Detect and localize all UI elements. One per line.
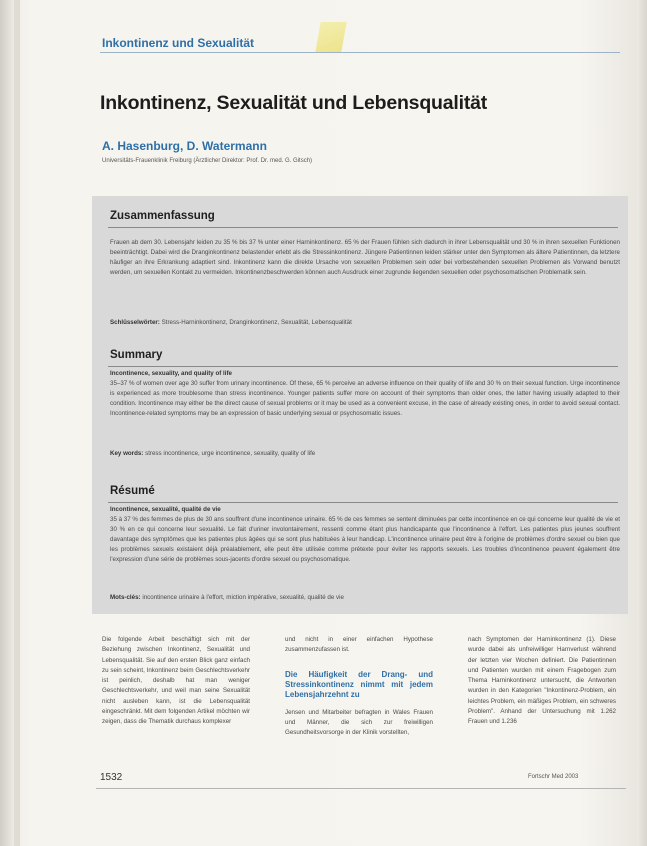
summary-subtitle: Incontinence, sexuality, and quality of life xyxy=(110,370,232,377)
article-authors: A. Hasenburg, D. Watermann xyxy=(102,139,267,153)
resume-rule xyxy=(108,502,618,503)
highlighter-mark xyxy=(315,22,346,52)
body-column-1: Die folgende Arbeit beschäftigt sich mit der Beziehung zwischen Inkontinenz, Sexualität und Lebensqualität. Sie auf den ersten Blick ganz einfach zu sein scheint, Inkontinenz beim Geschlechtsverkehr ist peinlich, deshalb hat man weniger Geschlechtsverkehr, und weil man seine Sexualität nicht ausleben kann, ist die Lebensqualität eingeschränkt. Mit dem folgenden Artikel möchten wir zeigen, dass die Thematik durchaus komplexer xyxy=(102,636,250,726)
body-column-3: nach Symptomen der Harninkontinenz (1). Diese wurde dabei als unfreiwilliger Harnverlust während der letzten vier Wochen definiert. Die Patientinnen und Patienten wurden mit einem Fragebogen zum Thema Harninkontinenz untersucht, die Antworten wurden in den Kategorien "Inkontinenz-Problem, ein leichtes Problem, ein mäßiges Problem, ein schweres Problem". Anhand der Untersuchung mit 1.262 Frauen und 1.236 xyxy=(468,636,616,726)
col2-heading: Die Häufigkeit der Drang- und Stressinkontinenz nimmt mit jedem Lebensjahrzehnt zu xyxy=(285,669,433,699)
keywords-label: Schlüsselwörter: xyxy=(110,319,160,326)
summary-rule xyxy=(108,366,618,367)
zusammenfassung-title: Zusammenfassung xyxy=(110,210,215,222)
keywords-value: incontinence urinaire à l'effort, miction impérative, sexualité, qualité de vie xyxy=(142,594,344,601)
summary-text: 35–37 % of women over age 30 suffer from urinary incontinence. Of these, 65 % perceive an adverse influence on their quality of life and 30 % on their sexual function. Urge incontinence is experienced as more troublesome than stress incontinence. Younger patients suffer more on account of their symptoms than older ones, the latter having usually adapted to their condition. Incontinence may either be the direct cause of sexual problems or it may be used as a convenient excuse, in the case of already existing ones, in order to avoid sexual contact. Incontinence-related symptoms may be an expression of basic underlying sexual or psychosomatic issues. xyxy=(110,380,620,418)
summary-block xyxy=(110,369,620,419)
resume-subtitle: Incontinence, sexualité, qualité de vie xyxy=(110,506,221,513)
author-affiliation: Universitäts-Frauenklinik Freiburg (Ärztlicher Direktor: Prof. Dr. med. G. Gitsch) xyxy=(102,158,313,164)
header-rule xyxy=(100,52,620,53)
col2-intro: und nicht in einer einfachen Hypothese zusammenzufassen ist. xyxy=(285,636,433,654)
body-column-2 xyxy=(285,635,433,738)
gutter-shadow xyxy=(14,0,20,846)
footer-rule xyxy=(96,788,626,789)
page-spine xyxy=(0,0,14,846)
keywords-label: Key words: xyxy=(110,450,144,457)
keywords-label: Mots-clés: xyxy=(110,594,141,601)
resume-text: 35 à 37 % des femmes de plus de 30 ans souffrent d'une incontinence urinaire. 65 % de ces femmes se sentent diminuées par cette incontinence en ce qui concerne leur qualité de vie et 30 % en ce qui concerne leur sexualité. Le fait d'uriner involontairement, ressenti comme étant plus handicapante que l'incontinence à l'effort. Les patientes plus jeunes souffrent davantage des symptômes que les patientes plus âgées qui se sont plus habituées à leur handicap. L'incontinence urinaire peut être à l'origine de problèmes d'ordre sexuel ou bien que les problèmes sexuels existaient déjà préalablement, elle peut être utilisée comme prétexte pour éviter les rapports sexuels. Les troubles d'incontinence peuvent également être l'expression d'une série de problèmes sous-jacents d'ordre sexuel ou psychosomatique. xyxy=(110,516,620,564)
summary-keywords xyxy=(110,450,620,457)
page-edge xyxy=(637,0,647,846)
summary-title: Summary xyxy=(110,349,163,361)
page-number: 1532 xyxy=(100,772,123,783)
article-title: Inkontinenz, Sexualität und Lebensqualität xyxy=(100,92,488,114)
zusammenfassung-keywords xyxy=(110,319,620,326)
resume-title: Résumé xyxy=(110,485,155,497)
journal-footer: Fortschr Med 2003 xyxy=(528,774,579,780)
keywords-value: Stress-Harninkontinenz, Dranginkontinenz, Sexualität, Lebensqualität xyxy=(161,319,352,326)
col2-text: Jensen und Mitarbeiter befragten in Wales Frauen und Männer, die sich zur freiwilligen Gesundheitsvorsorge in der Klinik vorstellten, xyxy=(285,708,433,737)
zusammenfassung-text: Frauen ab dem 30. Lebensjahr leiden zu 35 % bis 37 % unter einer Harninkontinenz. 65 % der Frauen fühlen sich dadurch in ihrer Lebensqualität und 30 % in ihren sexuellen Funktionen beeinträchtigt. Dabei wird die Dranginkontinenz belastender erlebt als die Stressinkontinenz. Jüngere Patientinnen leiden stärker unter den Symptomen als ältere Patientinnen, da letztere häufiger an ihre Erkrankung adaptiert sind. Inkontinenz kann die direkte Ursache von sexuellen Problemen sein oder bei vorbestehenden sexuellen Problemen als Vorwand benutzt werden, um sexuellen Kontakt zu vermeiden. Inkontinenzbeschwerden können auch Ausdruck einer zugrunde liegenden sexuellen oder psychosomatischen Problematik sein. xyxy=(110,239,620,277)
resume-block xyxy=(110,505,620,566)
resume-keywords xyxy=(110,594,620,601)
section-header: Inkontinenz und Sexualität xyxy=(102,36,255,50)
keywords-value: stress incontinence, urge incontinence, sexuality, quality of life xyxy=(145,450,316,457)
zusammenfassung-rule xyxy=(108,227,618,228)
